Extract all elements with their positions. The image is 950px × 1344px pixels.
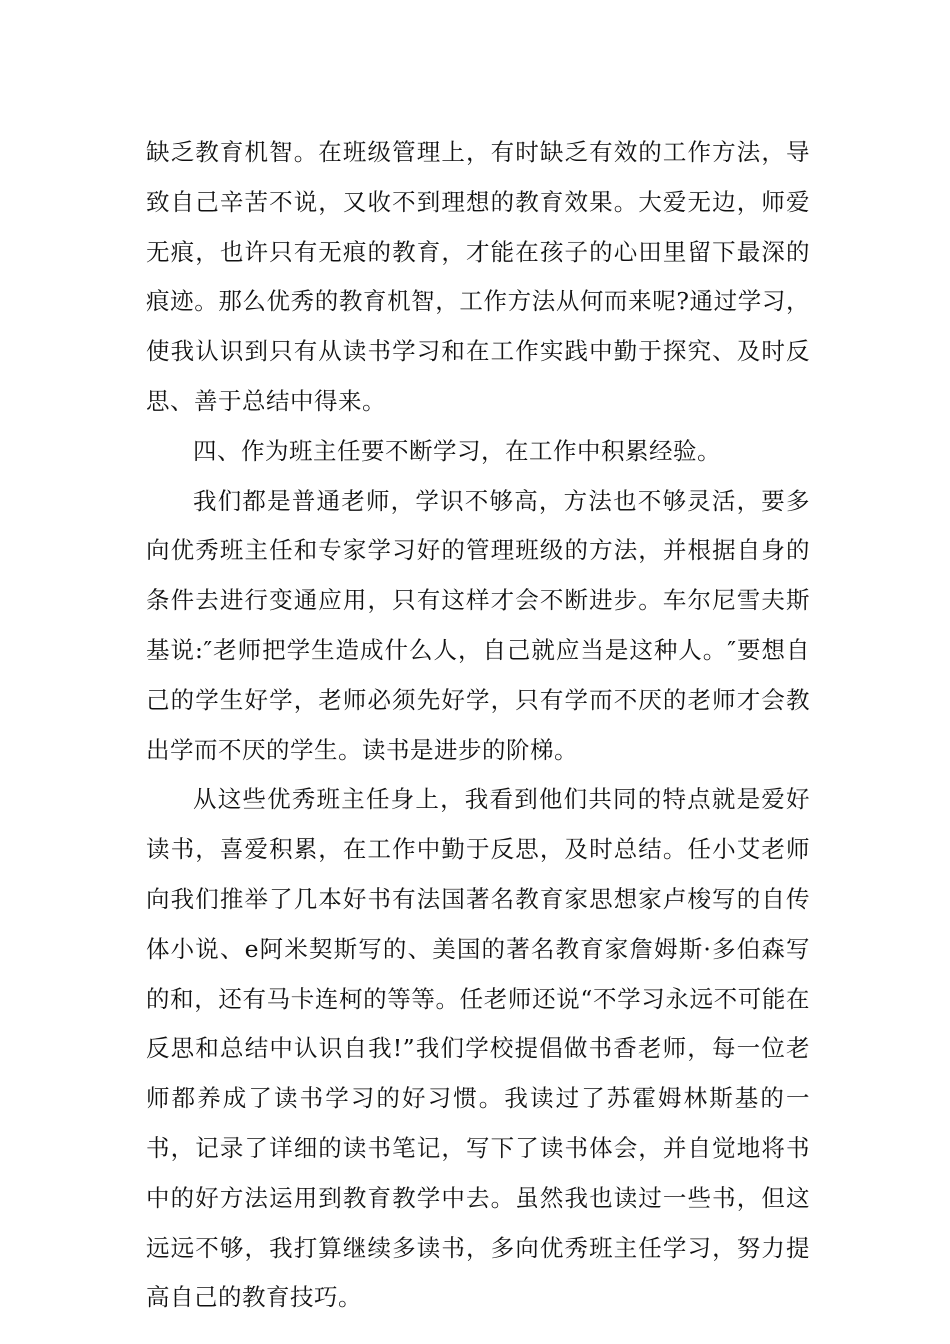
paragraph-1: 缺乏教育机智。在班级管理上，有时缺乏有效的工作方法，导致自己辛苦不说，又收不到理想的教育效果。大爱无边，师爱无痕，也许只有无痕的教育，才能在孩子的心田里留下最深的痕迹。那么优秀的教育机智，工作方法从何而来呢?通过学习，使我认识到只有从读书学习和在工作实践中勤于探究、及时反思、善于总结中得来。: [146, 138, 810, 415]
paragraph-4: 从这些优秀班主任身上，我看到他们共同的特点就是爱好读书，喜爱积累，在工作中勤于反思，及时总结。任小艾老师向我们推举了几本好书有法国著名教育家思想家卢梭写的自传体小说、e阿米契斯写的、美国的著名教育家詹姆斯·多伯森写的和，还有马卡连柯的等等。任老师还说“不学习永远不可能在反思和总结中认识自我!”我们学校提倡做书香老师，每一位老师都养成了读书学习的好习惯。我读过了苏霍姆林斯基的一书，记录了详细的读书笔记，写下了读书体会，并自觉地将书中的好方法运用到教育教学中去。虽然我也读过一些书，但这远远不够，我打算继续多读书，多向优秀班主任学习，努力提高自己的教育技巧。: [146, 785, 810, 1312]
paragraph-3: 我们都是普通老师，学识不够高，方法也不够灵活，要多向优秀班主任和专家学习好的管理班级的方法，并根据自身的条件去进行变通应用，只有这样才会不断进步。车尔尼雪夫斯基说:″老师把学生造成什么人，自己就应当是这种人。″要想自己的学生好学，老师必须先好学，只有学而不厌的老师才会教出学而不厌的学生。读书是进步的阶梯。: [146, 486, 810, 764]
document-body: [146, 128, 810, 1323]
paragraph-2-heading: 四、作为班主任要不断学习，在工作中积累经验。: [193, 436, 721, 465]
